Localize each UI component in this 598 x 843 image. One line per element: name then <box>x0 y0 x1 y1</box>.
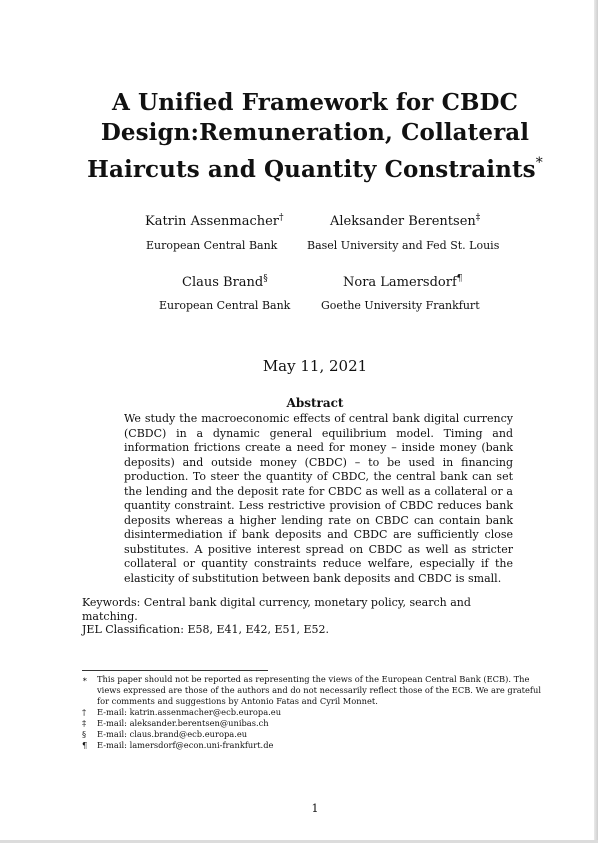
paper-date: May 11, 2021 <box>262 357 368 375</box>
page-number: 1 <box>311 802 319 815</box>
abstract-heading: Abstract <box>286 396 344 410</box>
title-line: Design:Remuneration, Collateral <box>100 119 530 146</box>
jel-classification: JEL Classification: E58, E41, E42, E51, E52. <box>82 623 330 636</box>
author-footnote-mark: † <box>279 213 284 223</box>
author-name <box>182 271 268 291</box>
footnote-mark: § <box>82 729 87 739</box>
author-name <box>343 271 463 291</box>
author-name <box>330 210 480 230</box>
author-name <box>145 210 284 230</box>
footnote <box>82 707 554 718</box>
title-footnote-mark: * <box>535 155 543 171</box>
author-name-text: Katrin Assenmacher <box>145 214 279 229</box>
keywords: Keywords: Central bank digital currency, monetary policy, search and matching. <box>82 596 471 623</box>
footnote <box>82 718 554 729</box>
footnote-email: E-mail: lamersdorf@econ.uni-frankfurt.de <box>97 740 274 750</box>
title-line <box>80 148 550 185</box>
author-name-text: Aleksander Berentsen <box>330 214 476 229</box>
footnote-email: E-mail: aleksander.berentsen@unibas.ch <box>97 718 269 728</box>
author-footnote-mark: ‡ <box>475 213 481 223</box>
author-footnote-mark: ¶ <box>456 274 463 284</box>
footnote <box>82 729 554 740</box>
footnote <box>82 740 554 751</box>
footnotes <box>82 674 554 751</box>
author-affiliation: Goethe University Frankfurt <box>321 299 480 312</box>
paper-title <box>80 88 550 185</box>
footnote-rule <box>82 670 268 671</box>
page-edge <box>594 0 598 843</box>
footnote-text: This paper should not be reported as representing the views of the European Central Bank (ECB). The views expressed are those of the authors and do not necessarily reflect those of the ECB. We are grateful for comments and suggestions by Antonio Fatas and Cyril Monnet. <box>97 674 541 706</box>
footnote-email: E-mail: katrin.assenmacher@ecb.europa.eu <box>97 707 282 717</box>
footnote <box>82 674 554 707</box>
author-affiliation: European Central Bank <box>146 239 278 252</box>
footnote-mark: ¶ <box>82 740 88 750</box>
abstract-text: We study the macroeconomic effects of central bank digital currency (CBDC) in a dynamic general equilibrium model. Timing and information frictions create a need for money – inside money (bank deposits) and outside money (CBDC) – to be used in financing production. To steer the quantity of CBDC, the central bank can set the lending and the deposit rate for CBDC as well as a collateral or a quantity constraint. Less restrictive provision of CBDC reduces bank deposits whereas a higher lending rate on CBDC can contain bank disintermediation if bank deposits and CBDC are sufficiently close substitutes. A positive interest spread on CBDC as well as stricter collateral or quantity constraints reduce welfare, especially if the elasticity of substitution between bank deposits and CBDC is small. <box>124 412 513 585</box>
title-line-text: Haircuts and Quantity Constraints <box>87 156 536 183</box>
author-name-text: Nora Lamersdorf <box>343 275 457 290</box>
footnote-mark: † <box>82 707 87 717</box>
title-line: A Unified Framework for CBDC <box>112 89 518 116</box>
author-affiliation: European Central Bank <box>159 299 291 312</box>
footnote-mark: ‡ <box>82 718 87 728</box>
author-name-text: Claus Brand <box>182 275 264 290</box>
author-footnote-mark: § <box>263 274 268 284</box>
footnote-email: E-mail: claus.brand@ecb.europa.eu <box>97 729 248 739</box>
author-affiliation: Basel University and Fed St. Louis <box>307 239 500 252</box>
footnote-mark: ∗ <box>82 674 88 684</box>
